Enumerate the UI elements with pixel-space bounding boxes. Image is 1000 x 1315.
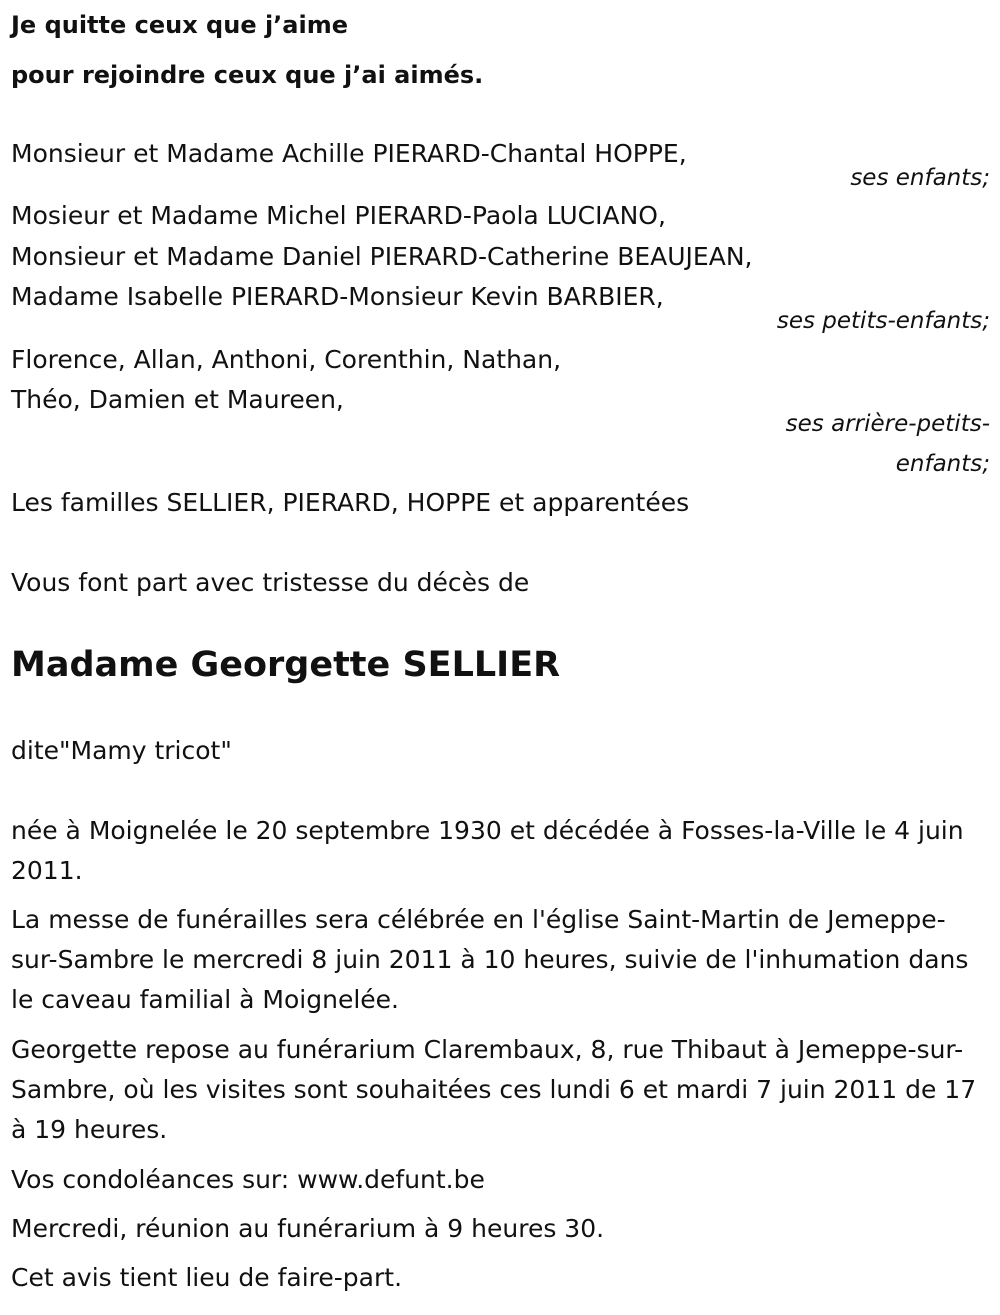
grandchildren-role: ses petits-enfants; [776,308,990,334]
great-grandchild-line-1: Florence, Allan, Anthoni, Corenthin, Nathan, [11,345,562,374]
great-grandchildren-role-line-2: enfants; [895,451,990,477]
grandchild-line-1: Mosieur et Madame Michel PIERARD-Paola LUCIANO, [11,201,666,230]
great-grandchild-line-2: Théo, Damien et Maureen, [11,385,344,414]
visitation-paragraph: Georgette repose au funérarium Clarembaux, 8, rue Thibaut à Jemeppe-sur-Sambre, où les visites sont souhaitées ces lundi 6 et mardi 7 juin 2011 de 17 à 19 heures. [11,1035,977,1144]
great-grandchildren-role-line-1: ses arrière-petits- [785,411,990,437]
children-names: Monsieur et Madame Achille PIERARD-Chantal HOPPE, [11,139,687,168]
announcement-line: Vous font part avec tristesse du décès de [11,568,530,597]
notice-line: Cet avis tient lieu de faire-part. [11,1263,403,1292]
deceased-name: Madame Georgette SELLIER [11,645,561,685]
grandchild-line-2: Monsieur et Madame Daniel PIERARD-Catherine BEAUJEAN, [11,242,753,271]
children-role: ses enfants; [850,165,990,191]
nickname-line: dite"Mamy tricot" [11,736,232,765]
epigraph-line-2: pour rejoindre ceux que j’ai aimés. [11,61,484,89]
families-line: Les familles SELLIER, PIERARD, HOPPE et apparentées [11,488,690,517]
birth-death-paragraph: née à Moignelée le 20 septembre 1930 et décédée à Fosses-la-Ville le 4 juin 2011. [11,816,964,885]
epigraph-line-1: Je quitte ceux que j’aime [11,11,349,39]
grandchild-line-3: Madame Isabelle PIERARD-Monsieur Kevin BARBIER, [11,282,664,311]
funeral-mass-paragraph: La messe de funérailles sera célébrée en l'église Saint-Martin de Jemeppe-sur-Sambre le mercredi 8 juin 2011 à 10 heures, suivie de l'inhumation dans le caveau familial à Moignelée. [11,905,969,1014]
meeting-line: Mercredi, réunion au funérarium à 9 heures 30. [11,1214,605,1243]
condolences-line: Vos condoléances sur: www.defunt.be [11,1165,485,1194]
